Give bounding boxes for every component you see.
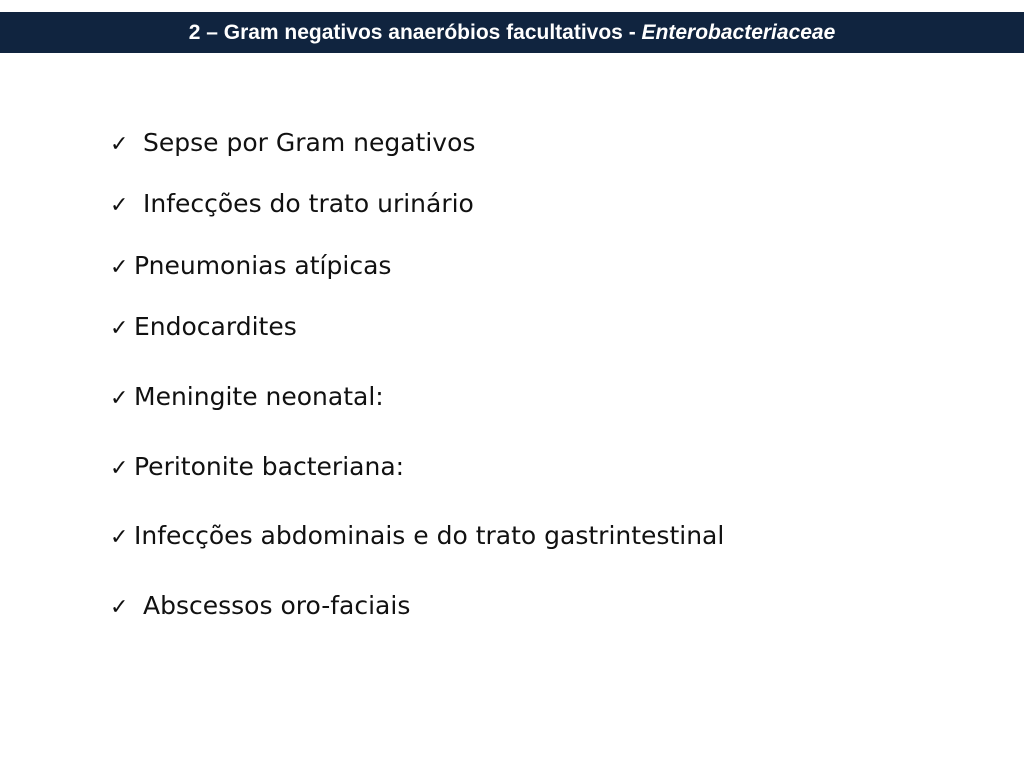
checkmark-icon: ✓ (110, 525, 129, 550)
list-item (110, 312, 297, 342)
list-item-label: Endocardites (134, 312, 297, 341)
list-item-label: Infecções do trato urinário (143, 189, 474, 218)
list-item (110, 382, 384, 412)
list-item (110, 591, 410, 621)
slide-title-prefix: 2 – Gram negativos anaeróbios facultativos - (188, 20, 642, 44)
list-item (110, 251, 391, 281)
list-item-label: Sepse por Gram negativos (143, 128, 476, 157)
checkmark-icon: ✓ (110, 255, 129, 280)
checkmark-icon: ✓ (110, 595, 129, 620)
checkmark-icon: ✓ (110, 132, 129, 157)
checkmark-icon: ✓ (110, 456, 129, 481)
slide-title-italic: Enterobacteriaceae (641, 20, 836, 44)
list-item-label: Infecções abdominais e do trato gastrintestinal (134, 521, 725, 550)
list-item (110, 521, 724, 551)
list-item (110, 452, 404, 482)
list-item-label: Pneumonias atípicas (134, 251, 392, 280)
checkmark-icon: ✓ (110, 316, 129, 341)
list-item-label: Peritonite bacteriana: (134, 452, 405, 481)
list-item (110, 128, 475, 158)
list-item (110, 189, 474, 219)
list-item-label: Abscessos oro-faciais (143, 591, 411, 620)
list-item-label: Meningite neonatal: (134, 382, 384, 411)
checkmark-icon: ✓ (110, 193, 129, 218)
checkmark-icon: ✓ (110, 386, 129, 411)
